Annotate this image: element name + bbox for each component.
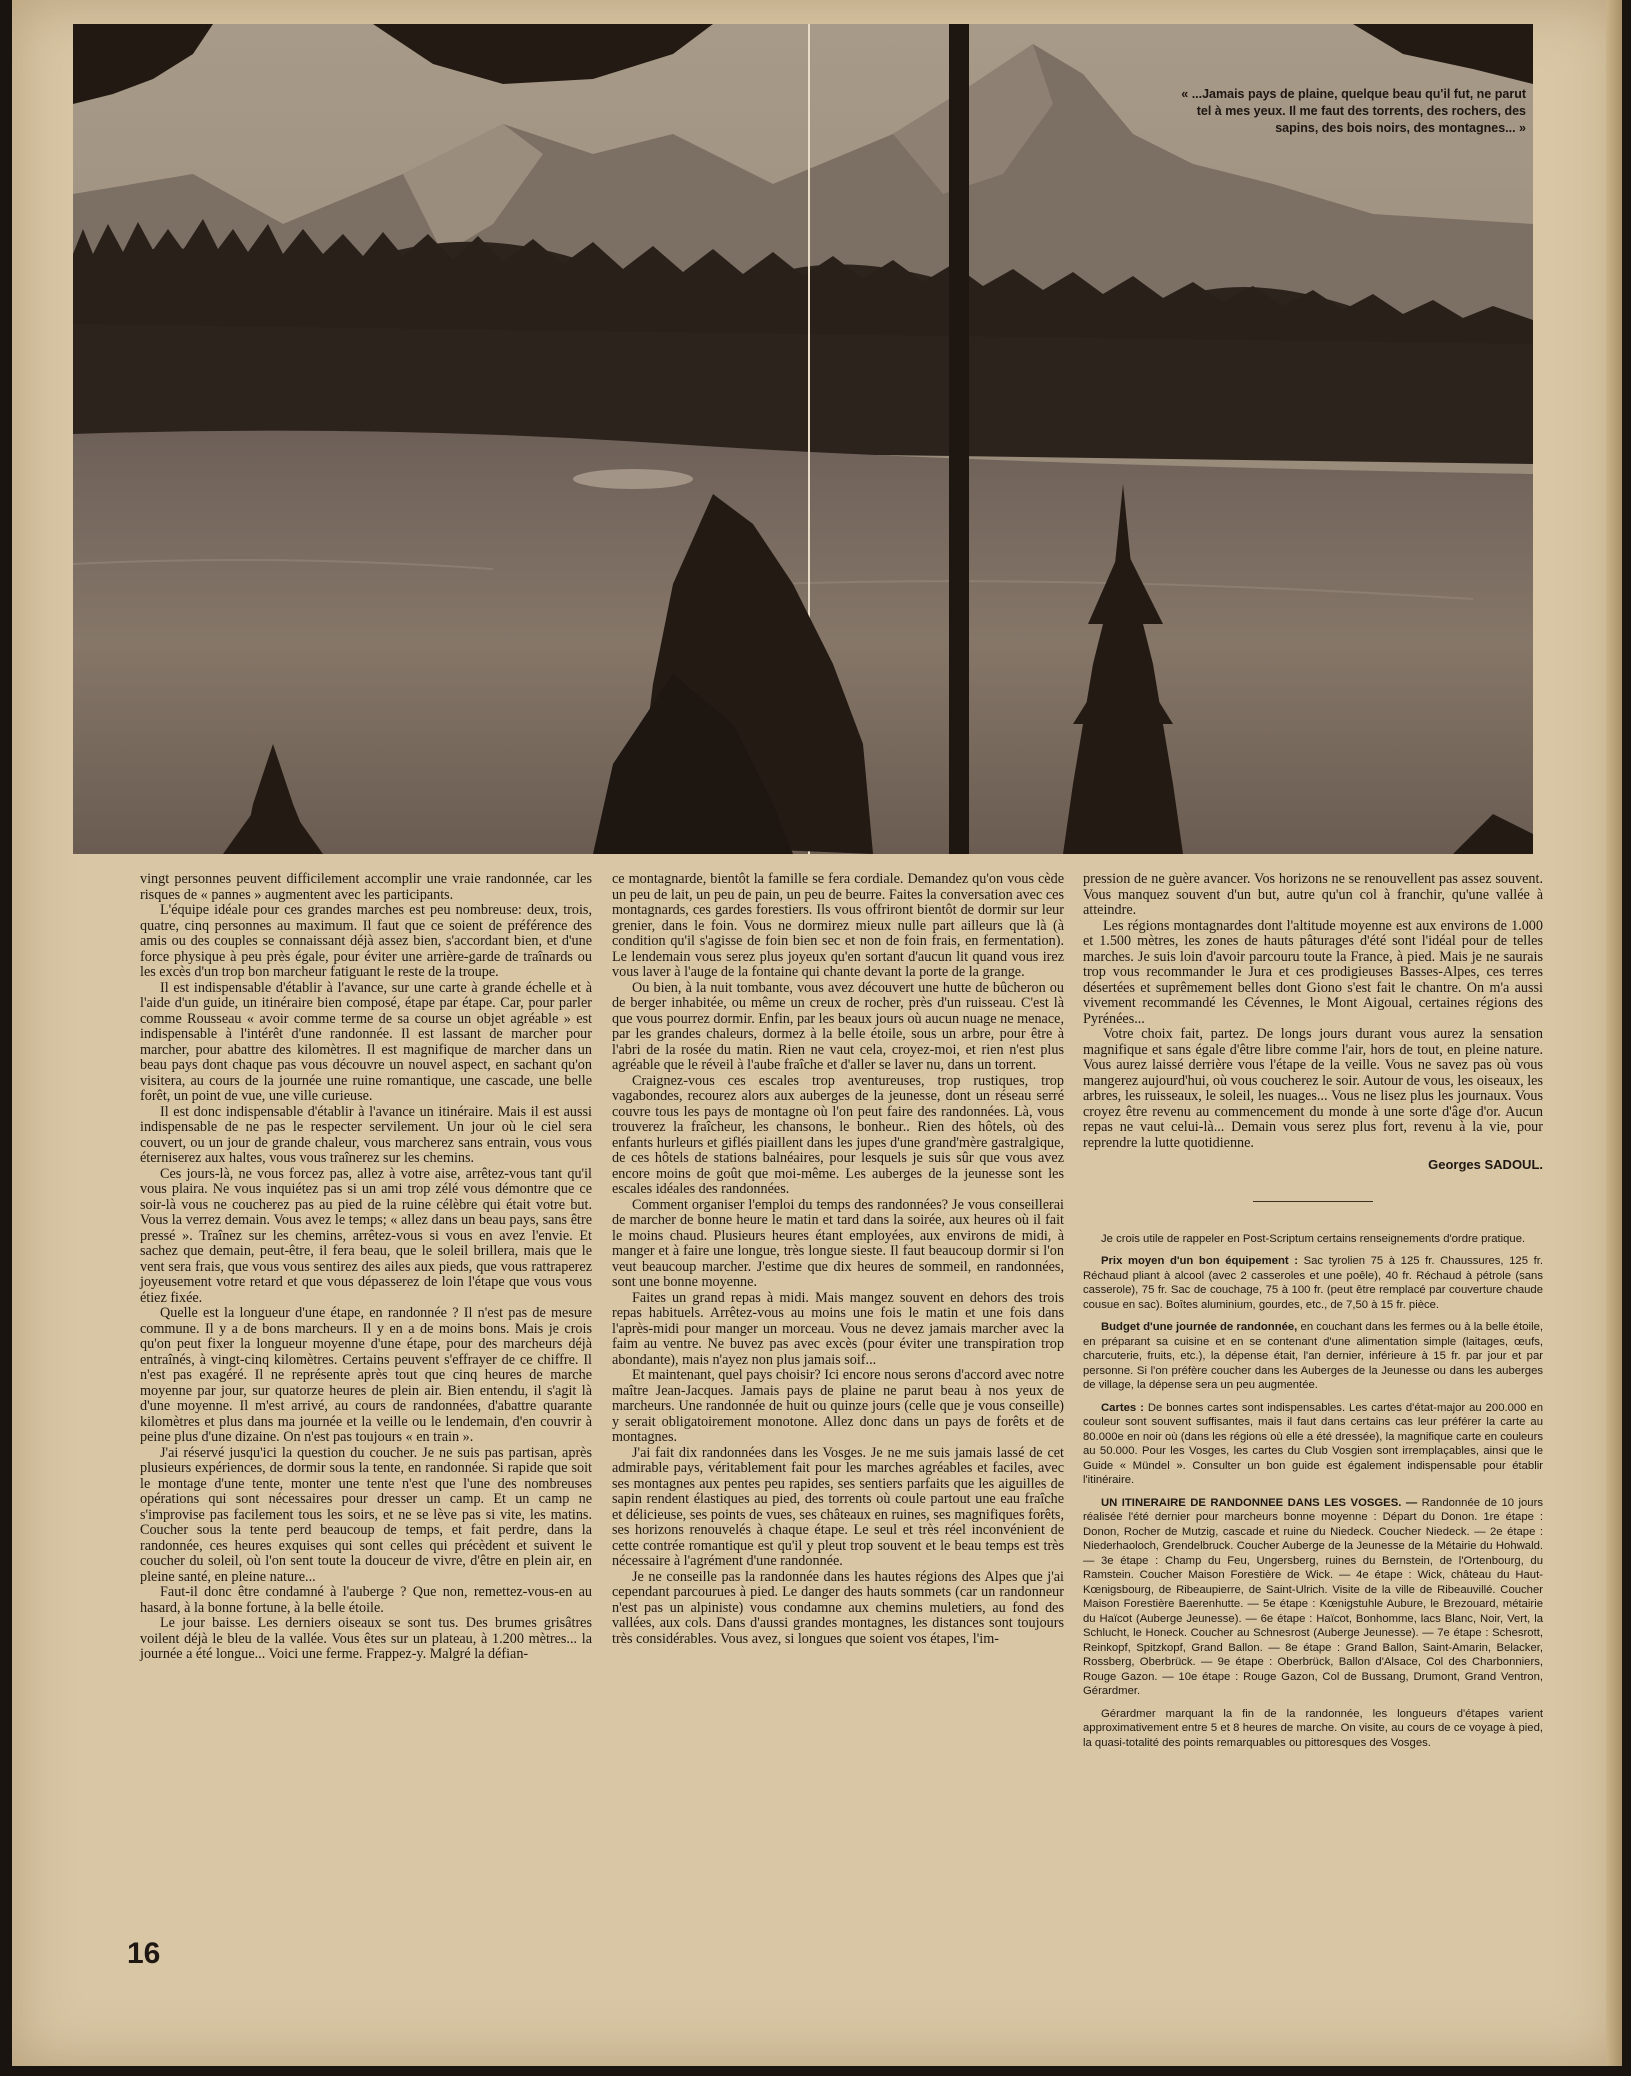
ps-item-title: Prix moyen d'un bon équipement : <box>1101 1255 1298 1267</box>
paragraph: Le jour baisse. Les derniers oiseaux se sont tus. Des brumes grisâtres voilent déjà le bleu de la vallée. Vous êtes sur un plateau, à 1.200 mètres... la journée a été longue... Voici une ferme. Frappez-y. Malgré la défian- <box>140 1615 592 1662</box>
ps-item <box>1083 1496 1543 1699</box>
paragraph: Faites un grand repas à midi. Mais mangez souvent en dehors des trois repas habituels. Arrêtez-vous au moins une fois le matin et une fois dans l'après-midi pour manger un morceau. Vous ne devez jamais marcher avec la faim au ventre. Ne buvez pas avec excès (pour éviter une transpiration trop abondante), mais n'ayez non plus jamais soif... <box>612 1289 1064 1368</box>
paragraph: Ou bien, à la nuit tombante, vous avez découvert une hutte de bûcheron ou de berger inhabitée, ou même un creux de rocher, près d'un ruisseau. C'est là que vous pourrez dormir. Enfin, par les beaux jours où aucun nuage ne menace, par les grandes chaleurs, dormez à la belle étoile, sous un arbre, pour être à l'abri de la rosée du matin. Rien ne vaut cela, croyez-moi, et rien n'est plus agréable que le réveil à l'aube fraîche et d'aller se laver nu, dans un torrent. <box>612 979 1064 1073</box>
paragraph: ce montagnarde, bientôt la famille se fera cordiale. Demandez qu'on vous cède un peu de lait, un peu de pain, un peu de beurre. Faites la conversation avec ces montagnards, ces gardes forestiers. Ils vous offriront bientôt de dormir sur leur grenier, dans le foin. Vous ne dormirez mieux nulle part ailleurs que là (à condition qu'il s'agisse de foin bien sec et non de foin frais, en fermentation). Le lendemain vous serez plus joyeux qu'en sortant d'aucun lit quand vous irez vous laver à l'auge de la fontaine qui chante devant la porte de la grange. <box>612 871 1064 980</box>
paragraph: J'ai fait dix randonnées dans les Vosges. Je ne me suis jamais lassé de cet admirable pays, véritablement fait pour les marches agréables et faciles, avec ses montagnes aux pentes peu rapides, ses sentiers parfaits que les aiguilles de sapin rendent élastiques au pied, des torrents où coule partout une eau fraîche et délicieuse, ses points de vues, ses châteaux en ruines, ses magnifiques forêts, ses horizons renouvelés à chaque étape. Le seul et très réel inconvénient de cette contrée romantique est qu'il y pleut trop souvent et le beau temps est très nécessaire à l'agrément d'une randonnée. <box>612 1444 1064 1569</box>
ps-item <box>1083 1401 1543 1488</box>
ps-item-text: Sac tyrolien 75 à 125 fr. Chaussures, 125 fr. Réchaud pliant à alcool (avec 2 casseroles et une poêle), 40 fr. Réchaud à pétrole (sans casserole), 75 fr. Sac de couchage, 75 à 100 fr. (peut être remplacé par couverture chaude cousue en sac). Boîtes aluminium, gourdes, etc., de 7,50 à 15 fr. pièce. <box>1083 1255 1543 1311</box>
page-spine <box>1606 0 1622 2066</box>
postscript-section <box>1083 1232 1543 1751</box>
article-column-2 <box>612 872 1064 1647</box>
lake-mountain-photo <box>73 24 1533 854</box>
paragraph: Votre choix fait, partez. De longs jours durant vous aurez la sensation magnifique et sans égale d'être libre comme l'air, hors de tout, en pleine nature. Vous aurez laissé derrière vous l'étape de la veille. Vous ne savez pas où vous mangerez aujourd'hui, où vous coucherez le soir. Autour de vous, les oiseaux, les arbres, les ruisseaux, le soleil, les nuages... Vous ne lisez plus les journaux. Vous croyez être revenu au commencement du monde à une sorte d'âge d'or. Aucun repas ne vaut celui-là... Demain vous serez plus fort, revenu à la vie, pour reprendre la lutte quotidienne. <box>1083 1026 1543 1151</box>
paragraph: Ces jours-là, ne vous forcez pas, allez à votre aise, arrêtez-vous tant qu'il vous plaira. Ne vous inquiétez pas si un ami trop zélé vous démontre que ce soir-là vous ne coucherez pas au pied de la ruine célèbre qui était votre but. Vous la verrez demain. Vous avez le temps; « allez dans un beau pays, sans être pressé ». Traînez sur les chemins, arrêtez-vous si vous en avez l'envie. Et sachez que demain, peut-être, il fera beau, que le soleil brillera, mais que le vent sera frais, que vous vous sentirez des ailes aux pieds, que vous rattraperez joyeusement votre retard et que vous dépasserez de loin l'étape que vous vous étiez fixée. <box>140 1165 592 1306</box>
paragraph: Quelle est la longueur d'une étape, en randonnée ? Il n'est pas de mesure commune. Il y a de bons marcheurs. Il y en a de moins bons. Mais je crois qu'on peut fixer la longueur moyenne d'une étape, pour des marcheurs déjà entraînés, à vingt-cinq kilomètres. Certains peuvent s'effrayer de ce chiffre. Il n'est pas exagéré. Il ne représente après tout que cinq heures de marche moyenne par jour, sur quatorze heures de plein air. Bien entendu, il s'agit là d'une moyenne. Il m'est arrivé, au cours de randonnées, d'abattre quarante kilomètres et plus dans ma journée et la veille ou le lendemain, d'en couvrir à peine plus d'une dizaine. On n'est pas toujours « en train ». <box>140 1305 592 1445</box>
ps-item <box>1083 1254 1543 1312</box>
paragraph: vingt personnes peuvent difficilement accomplir une vraie randonnée, car les risques de « pannes » augmentent avec les participants. <box>140 871 592 903</box>
ps-intro: Je crois utile de rappeler en Post-Scriptum certains renseignements d'ordre pratique. <box>1101 1232 1526 1245</box>
ps-item-text: en couchant dans les fermes ou à la belle étoile, en préparant sa cuisine et en se contenant d'une alimentation simple (laitages, œufs, charcuterie, fruits, etc.), la dépense était, l'an dernier, inférieure à 15 fr. par jour et par personne. Si l'on préfère coucher dans les Auberges de la Jeunesse ou dans les auberges de village, la dépense sera un peu augmentée. <box>1083 1321 1543 1391</box>
article-column-3 <box>1083 872 1543 1758</box>
paragraph: Je ne conseille pas la randonnée dans les hautes régions des Alpes que j'ai cependant parcourues à pied. Le danger des hauts sommets (car un randonneur n'est pas un alpiniste) vous condamne aux chemins muletiers, au fond des vallées, aux cols. Dans d'aussi grandes montagnes, les distances sont toujours très considérables. Vous avez, si longues que soient vos étapes, l'im- <box>612 1568 1064 1647</box>
paragraph: L'équipe idéale pour ces grandes marches est peu nombreuse: deux, trois, quatre, cinq personnes au maximum. Il faut que ce soient de préférence des amis ou des couples se connaissant déjà assez bien, s'accordant bien, et d'une force physique à peu près égale, pour éviter une arrière-garde de traînards ou les excès d'un trop bon marcheur fatiguant le reste de la troupe. <box>140 902 592 980</box>
ps-item <box>1083 1707 1543 1751</box>
paragraph: Il est indispensable d'établir à l'avance, sur une carte à grande échelle et à l'aide d'un guide, un itinéraire bien composé, étape par étape. Car, pour parler comme Rousseau « avoir comme terme de sa course un objet agréable » est indispensable à l'intérêt d'une randonnée. Il est lassant de marcher pour marcher, pour abattre des kilomètres. Il est magnifique de marcher dans un beau pays dont chaque pas vous découvre un nouvel aspect, en sachant qu'on visitera, au cours de la journée une ruine romantique, une cascade, une belle forêt, un point de vue, une ville curieuse. <box>140 979 592 1104</box>
paragraph: J'ai réservé jusqu'ici la question du coucher. Je ne suis pas partisan, après plusieurs expériences, de dormir sous la tente, en randonnée. Si rapide que soit le montage d'une tente, monter une tente n'est que l'une des nombreuses opérations qui sont nécessaires pour dresser un camp. Et un camp ne s'improvise pas facilement tous les soirs, et ne se lève pas si vite, les matins. Coucher sous la tente perd beaucoup de temps, et fait perdre, dans la randonnée, ces heures exquises qui sont celles qui précèdent et suivent le coucher du soleil, où l'on sent toute la douceur de vivre, d'être en plein air, en pleine santé, en pleine nature... <box>140 1444 592 1585</box>
photo-caption-quote: « ...Jamais pays de plaine, quelque beau qu'il fut, ne parut tel à mes yeux. Il me faut des torrents, des rochers, des sapins, des bois noirs, des montagnes... » <box>1181 87 1526 135</box>
ps-item-title: Cartes : <box>1101 1401 1144 1414</box>
paragraph: Comment organiser l'emploi du temps des randonnées? Je vous conseillerai de marcher de bonne heure le matin et tard dans la soirée, aux heures où il fait le moins chaud. Plusieurs heures étant employées, aux environs de midi, à manger et à faire une longue, très longue sieste. Il faut beaucoup dormir si l'on veut beaucoup marcher. J'estime que dix heures de sommeil, en randonnées, sont une bonne moyenne. <box>612 1196 1064 1290</box>
paragraph: pression de ne guère avancer. Vos horizons ne se renouvellent pas assez souvent. Vous manquez souvent d'un but, autre qu'un col à franchir, qu'une vallée à atteindre. <box>1083 871 1543 918</box>
ps-item-text: Gérardmer marquant la fin de la randonnée, les longueurs d'étapes varient approximativement entre 5 et 8 heures de marche. On visite, au cours de ce voyage à pied, la quasi-totalité des points remarquables ou pittoresques des Vosges. <box>1083 1707 1543 1749</box>
ps-item-title: Budget d'une journée de randonnée, <box>1101 1321 1298 1333</box>
ps-item-text: De bonnes cartes sont indispensables. Les cartes d'état-major au 200.000 en couleur sont souvent suffisantes, mais il faut dans certains cas leur préférer la carte au 80.000e en noir où (dans les régions où elle a été dressée), la magnifique carte en couleurs au 50.000. Pour les Vosges, les cartes du Club Vosgien sont irremplaçables, ainsi que le Guide « Mündel ». Consulter un bon guide est également indispensable pour établir l'itinéraire. <box>1083 1401 1543 1486</box>
author-signature: Georges SADOUL. <box>1428 1157 1543 1172</box>
page-number: 16 <box>127 1937 161 1970</box>
paragraph: Les régions montagnardes dont l'altitude moyenne est aux environs de 1.000 et 1.500 mètres, les zones de hauts pâturages d'été sont l'idéal pour de telles marches. Je suis loin d'avoir parcouru toute la France, à pied. Mais je ne saurais trop vous recommander le Jura et ces prodigieuses Basses-Alpes, ces terres désertées et suprêmement belles dont Giono s'est fait le chantre. On m'a aussi vivement recommandé les Cévennes, le Mont Aigoual, certaines régions des Pyrénées... <box>1083 917 1543 1027</box>
magazine-page <box>12 0 1622 2066</box>
paragraph: Il est donc indispensable d'établir à l'avance un itinéraire. Mais il est aussi indispensable de ne pas le respecter servilement. Un jour où le ciel sera couvert, ou un jour de grande chaleur, vous marcherez sans entrain, vous vous éterniserez aux haltes, vous vous traînerez sur les chemins. <box>140 1103 592 1166</box>
paragraph: Et maintenant, quel pays choisir? Ici encore nous serons d'accord avec notre maître Jean-Jacques. Jamais pays de plaine ne parut beau à nos yeux de marcheurs. Une randonnée de huit ou quinze jours (celle que je vous conseille) y serait obligatoirement monotone. Allez donc dans un pays de forêts et de montagnes. <box>612 1367 1064 1445</box>
ps-item-title: UN ITINERAIRE DE RANDONNEE DANS LES VOSGES. — <box>1101 1496 1418 1509</box>
ps-item-text: Randonnée de 10 jours réalisée l'été dernier pour marcheurs bonne moyenne : Départ du Donon. 1re étape : Donon, Rocher de Mutzig, cascade et ruine du Niedeck. Coucher Niedeck. — 2e étape : Niederhaoloch, Grendelbruck. Coucher Auberge de la Jeunesse de la Métairie du Hohwald. — 3e étape : Champ du Feu, Ungersberg, ruines du Bernstein, de l'Ortenbourg, du Ramstein. Coucher Maison Forestière de Wick. — 4e étape : Wick, château du Haut-Kœnigsbourg, de Ribeaupierre, de Saint-Ulrich. Visite de la ville de Ribeauvillé. Coucher Maison Forestière Baerenhutte. — 5e étape : Kœnigstuhle Aubure, le Brezouard, métairie du Haïcot (Auberge Jeunesse). — 6e étape : Haïcot, Bonhomme, lacs Blanc, Noir, Vert, la Schlucht, le Honeck. Coucher au Schnesrost (Auberge Jeunesse). — 7e étape : Schesrott, Reinkopf, Spitzkopf, Grand Ballon. — 8e étape : Grand Ballon, Saint-Amarin, Belacker, Rossberg, Oberbrück. — 9e étape : Oberbrück, Ballon d'Alsace, Col des Charbonniers, Rouge Gazon. — 10e étape : Rouge Gazon, Col de Bussang, Drumont, Grand Ventron, Gérardmer. <box>1083 1496 1543 1697</box>
divider <box>1253 1201 1373 1202</box>
ps-item <box>1083 1320 1543 1393</box>
paragraph: Craignez-vous ces escales trop aventureuses, trop rustiques, trop vagabondes, recourez alors aux auberges de la jeunesse, dont un réseau serré couvre tous les pays de montagne où l'on peut faire des randonnées. Là, vous trouverez la fraîcheur, les chansons, le bonheur.. Rien des hôtels, où des enfants hurleurs et giflés piaillent dans les jupes d'une grand'mère gastralgique, de ces hôtels de stations balnéaires, pour lesquels je suis sûr que vous avez encore moins de goût que moi-même. Les auberges de la jeunesse sont les escales idéales des randonnées. <box>612 1072 1064 1197</box>
photo-illustration <box>73 24 1533 854</box>
article-column-1 <box>140 872 592 1663</box>
paragraph: Faut-il donc être condamné à l'auberge ? Que non, remettez-vous-en au hasard, à la bonne fortune, à la belle étoile. <box>140 1584 592 1616</box>
